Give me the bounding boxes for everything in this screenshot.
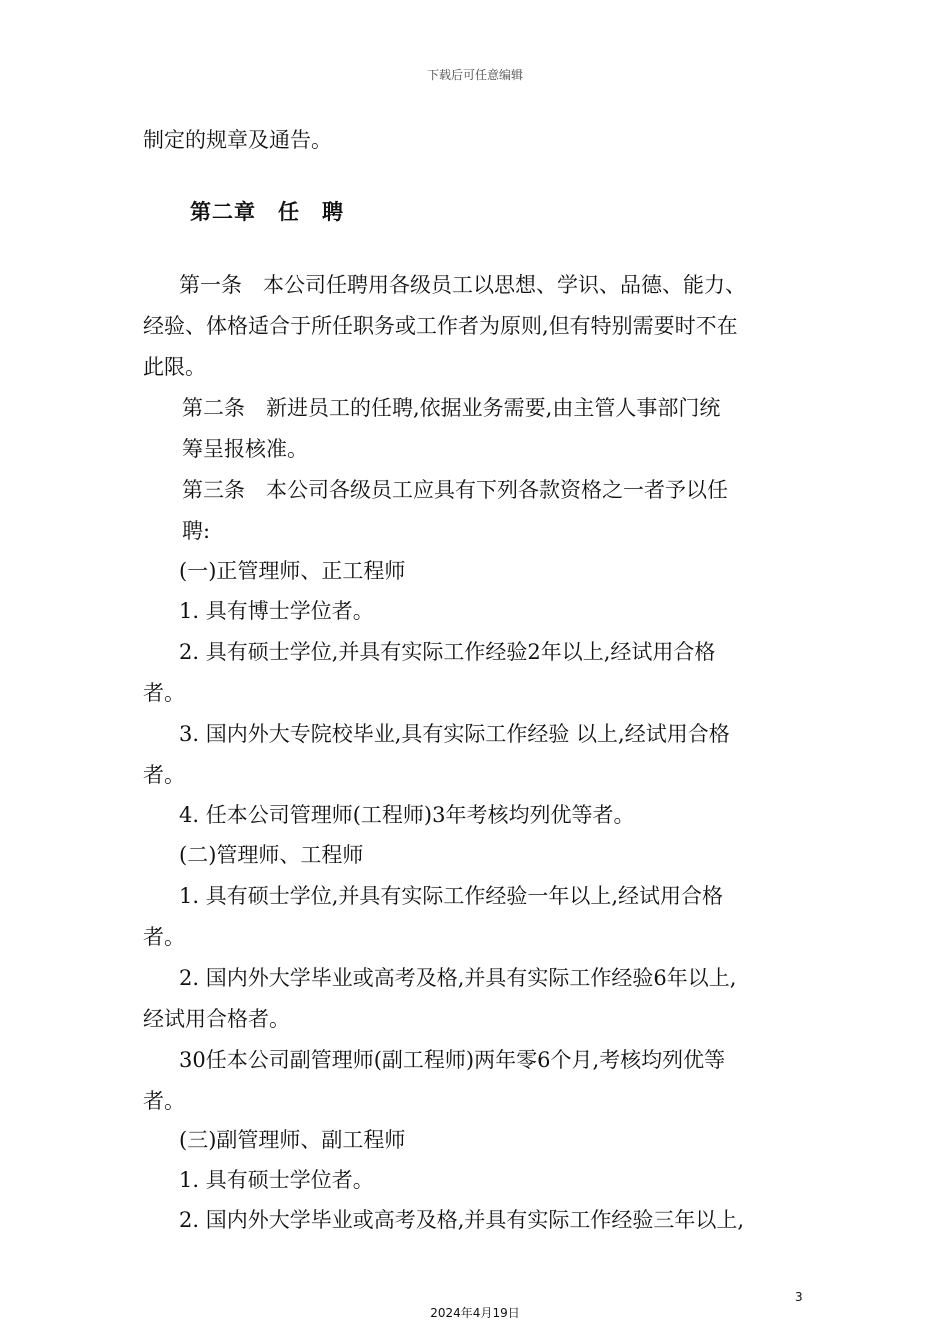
page-header: 下载后可任意编辑: [426, 68, 523, 82]
paragraph-line: 筹呈报核准。: [182, 437, 308, 461]
paragraph-line: (一)正管理师、正工程师: [179, 559, 406, 583]
page-number: 3: [795, 1290, 803, 1304]
paragraph-line: 1. 具有硕士学位者。: [179, 1168, 374, 1192]
paragraph-line: 此限。: [143, 355, 206, 379]
paragraph-line: 者。: [143, 763, 185, 787]
paragraph-line: 2. 国内外大学毕业或高考及格,并具有实际工作经验6年以上,: [179, 966, 737, 990]
paragraph-line: 经试用合格者。: [143, 1007, 290, 1031]
paragraph-line: 第二条 新进员工的任聘,依据业务需要,由主管人事部门统: [182, 396, 721, 420]
paragraph-line: 1. 具有博士学位者。: [179, 599, 374, 623]
paragraph-line: 聘:: [182, 519, 211, 543]
paragraph-line: 4. 任本公司管理师(工程师)3年考核均列优等者。: [179, 803, 635, 827]
paragraph-line: 制定的规章及通告。: [143, 128, 332, 152]
paragraph-line: 者。: [143, 925, 185, 949]
paragraph-line: 者。: [143, 681, 185, 705]
paragraph-line: (二)管理师、工程师: [179, 843, 364, 867]
paragraph-line: 者。: [143, 1089, 185, 1113]
paragraph-line: 经验、体格适合于所任职务或工作者为原则,但有特别需要时不在: [143, 314, 738, 338]
paragraph-line: 第一条 本公司任聘用各级员工以思想、学识、品德、能力、: [179, 273, 746, 297]
paragraph-line: (三)副管理师、副工程师: [179, 1128, 406, 1152]
paragraph-line: 30任本公司副管理师(副工程师)两年零6个月,考核均列优等: [179, 1048, 726, 1072]
paragraph-line: 2. 具有硕士学位,并具有实际工作经验2年以上,经试用合格: [179, 640, 716, 664]
paragraph-line: 2. 国内外大学毕业或高考及格,并具有实际工作经验三年以上,: [179, 1208, 745, 1232]
footer-date: 2024年4月19日: [430, 1306, 520, 1320]
paragraph-line: 3. 国内外大专院校毕业,具有实际工作经验 以上,经试用合格: [179, 722, 730, 746]
paragraph-line: 第三条 本公司各级员工应具有下列各款资格之一者予以任: [182, 478, 728, 502]
chapter-heading: 第二章 任 聘: [190, 199, 344, 224]
paragraph-line: 1. 具有硕士学位,并具有实际工作经验一年以上,经试用合格: [179, 884, 724, 908]
